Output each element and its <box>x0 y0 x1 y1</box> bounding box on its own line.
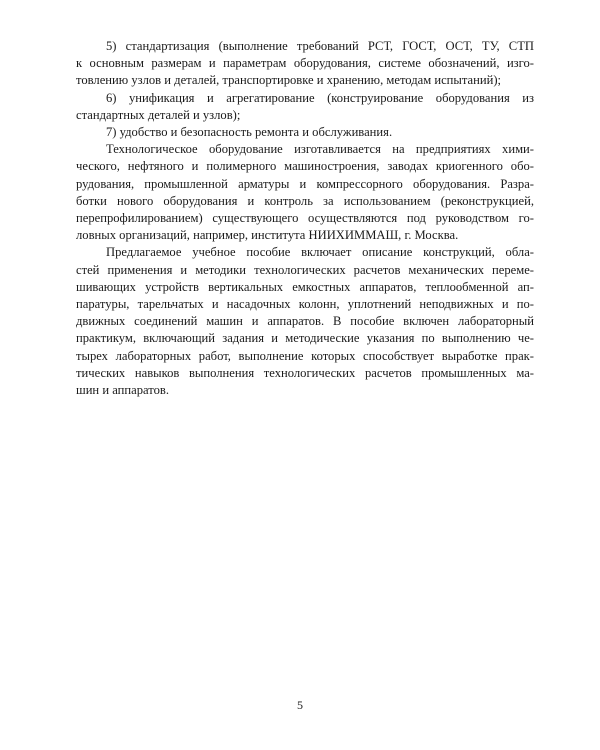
text-line: к основным размерам и параметрам оборудования, системе обозначений, изго- <box>76 56 534 71</box>
text-line: 6) унификация и агрегатирование (конструирование оборудования из <box>106 90 534 105</box>
text-line: ботки нового оборудования и контроль за использованием (реконструкцией, <box>76 193 534 208</box>
text-line: ловных организаций, например, института НИИХИММАШ, г. Москва. <box>76 228 459 243</box>
text-line: движных соединений машин и аппаратов. В пособие включен лабораторный <box>76 314 534 329</box>
text-line: Предлагаемое учебное пособие включает описание конструкций, обла- <box>106 245 534 260</box>
text-line: тических навыков выполнения технологических расчетов промышленных ма- <box>76 365 534 380</box>
item-standardization <box>76 38 534 90</box>
text-line: тырех лабораторных работ, выполнение которых способствует выработке прак- <box>76 348 534 363</box>
paragraph-manufacturing <box>76 141 534 244</box>
text-line: стандартных деталей и узлов); <box>76 107 241 122</box>
text-line: паратуры, тарельчатых и насадочных колонн, уплотнений неподвижных и по- <box>76 297 534 312</box>
text-line: Технологическое оборудование изготавливается на предприятиях хими- <box>106 142 534 157</box>
text-line: шин и аппаратов. <box>76 383 169 398</box>
item-safety <box>76 124 534 141</box>
text-line: шивающих устройств вертикальных емкостных аппаратов, теплообменной ап- <box>76 279 534 294</box>
body-text <box>76 38 534 399</box>
text-line: 5) стандартизация (выполнение требований РСТ, ГОСТ, ОСТ, ТУ, СТП <box>106 39 534 53</box>
text-line: ческого, нефтяного и полимерного машиностроения, заводах криогенного обо- <box>76 159 534 174</box>
item-unification <box>76 90 534 124</box>
text-line: стей применения и методики технологических расчетов механических переме- <box>76 262 534 277</box>
page-number: 5 <box>297 698 303 712</box>
paragraph-textbook <box>76 244 534 399</box>
text-line: практикум, включающий задания и методические указания по выполнению че- <box>76 331 534 346</box>
text-line: рудования, промышленной арматуры и компрессорного оборудования. Разра- <box>76 176 534 191</box>
text-line: товлению узлов и деталей, транспортировке и хранению, методам испытаний); <box>76 73 502 88</box>
text-line: 7) удобство и безопасность ремонта и обслуживания. <box>106 125 393 140</box>
text-line: перепрофилированием) существующего осуществляются под руководством го- <box>76 211 534 226</box>
